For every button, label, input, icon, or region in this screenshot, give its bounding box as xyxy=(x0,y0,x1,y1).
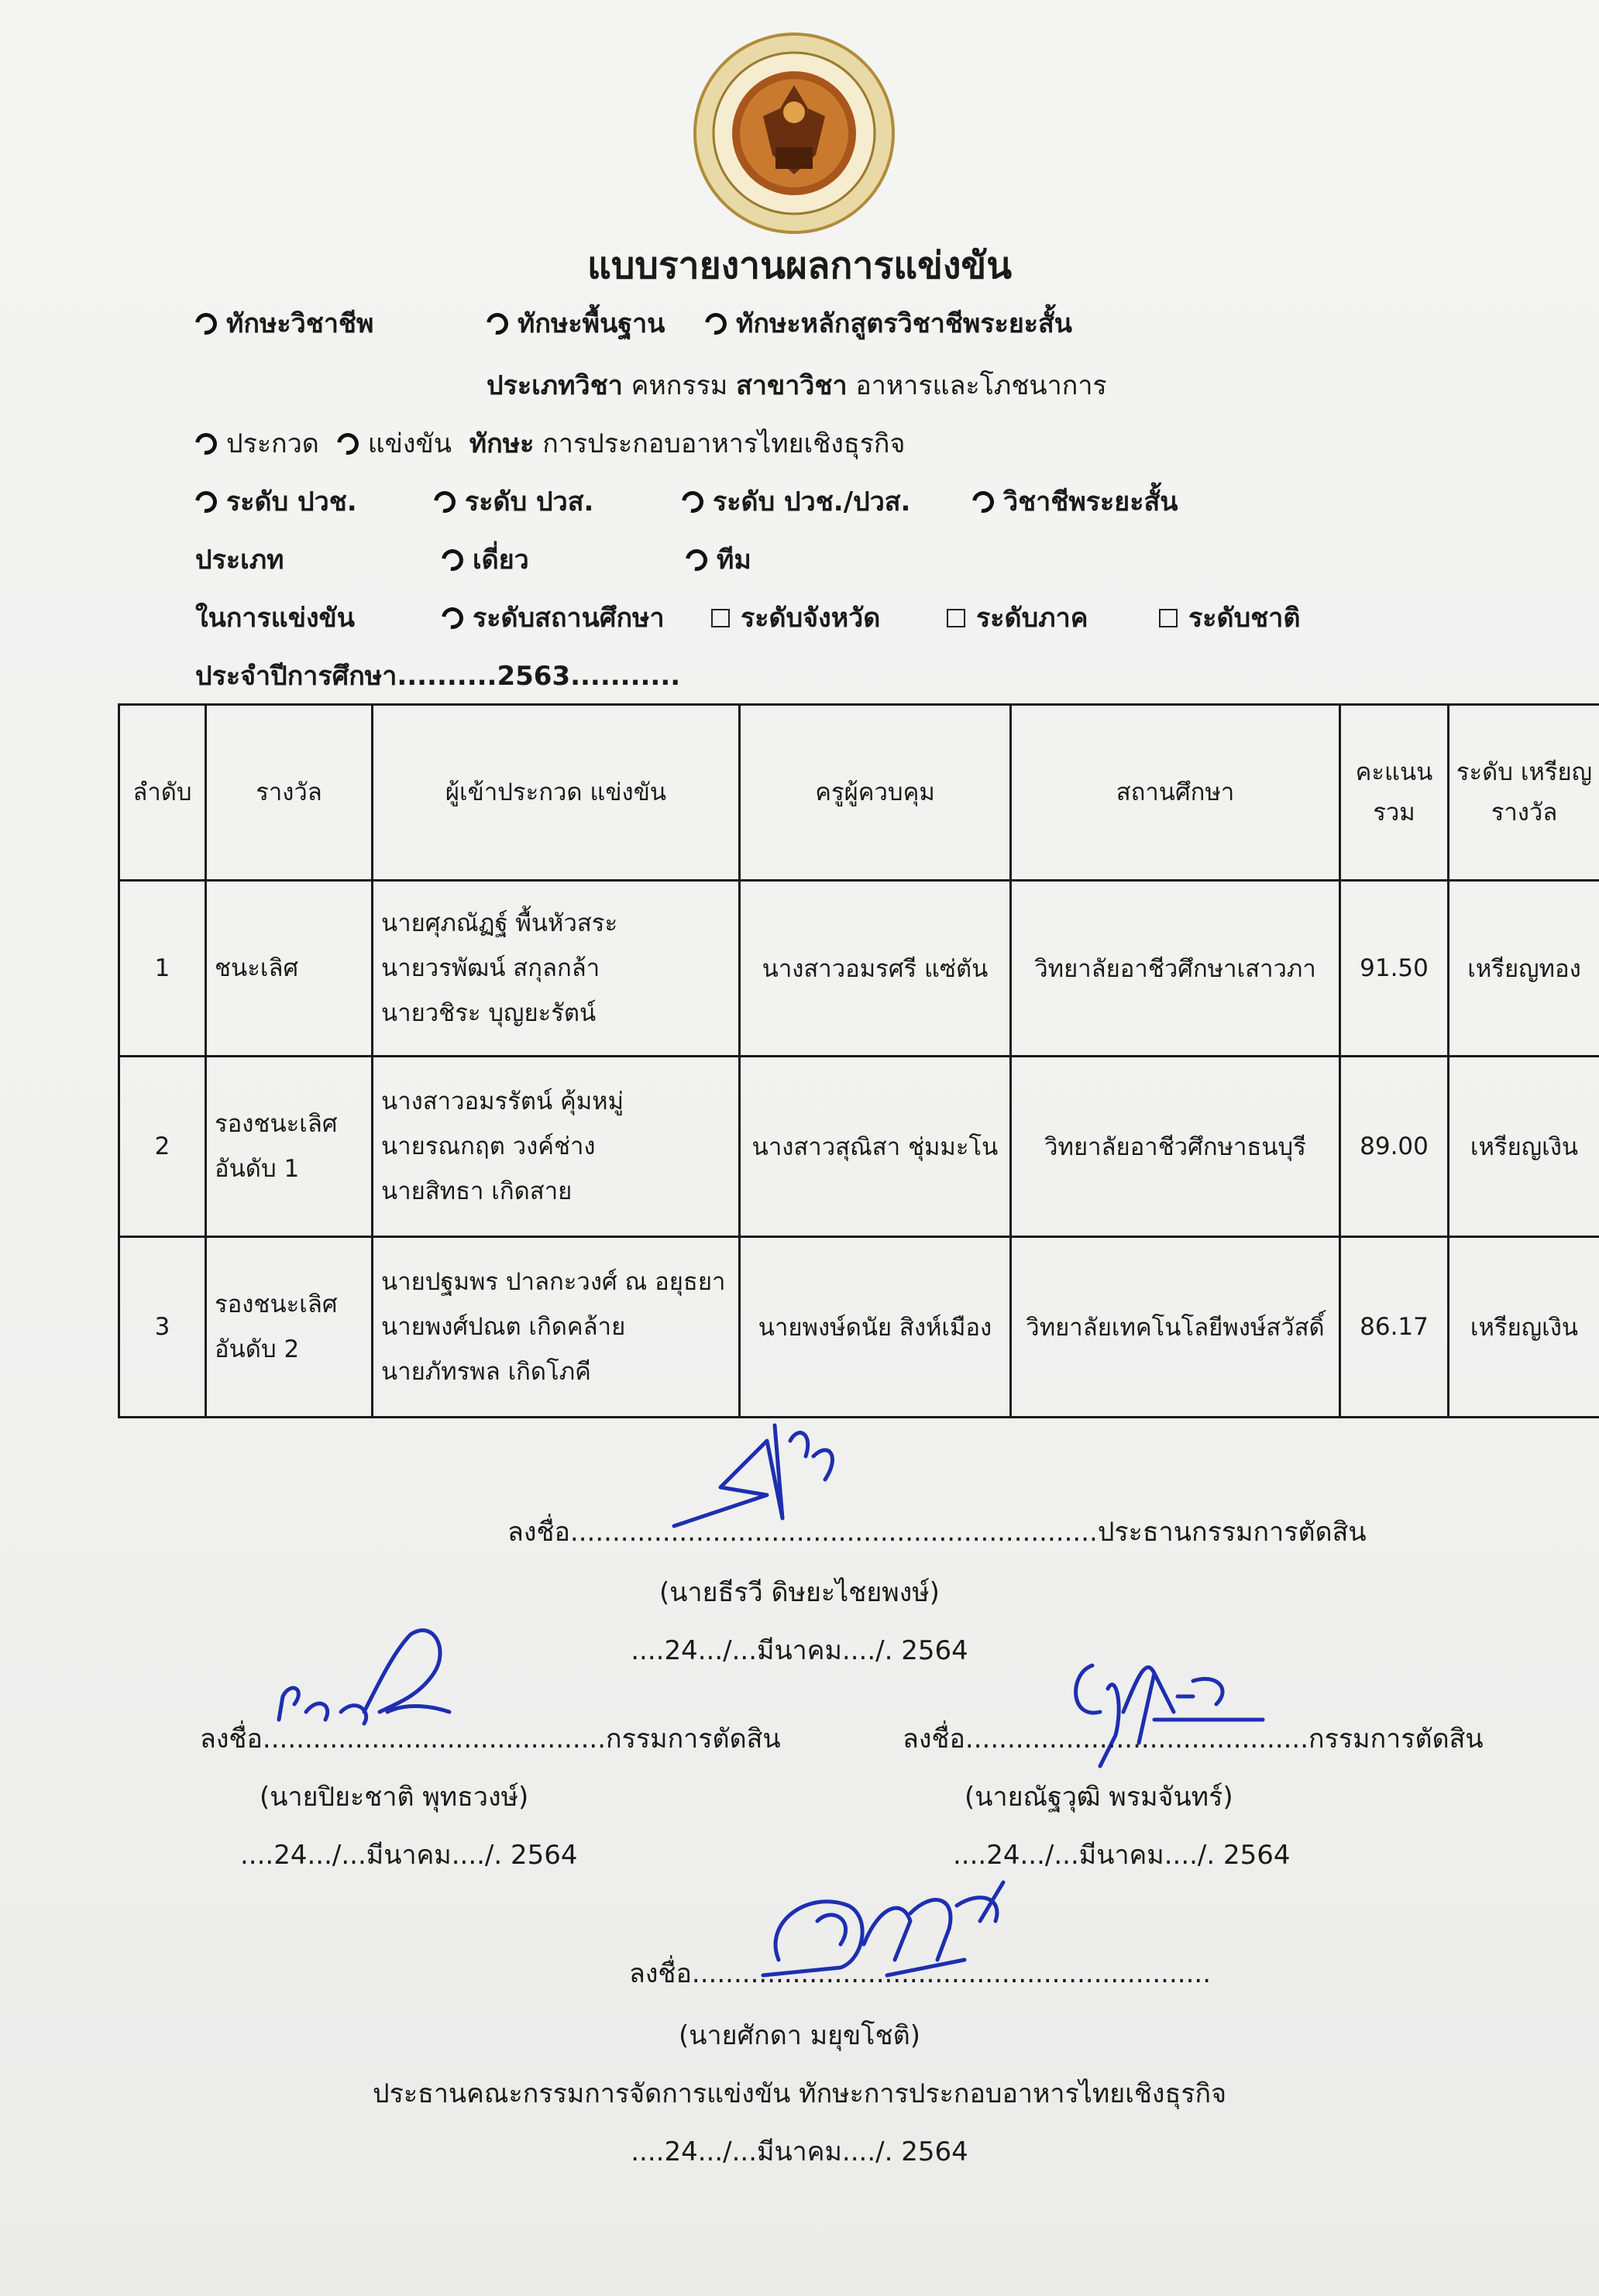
chair-name: (นายธีรวี ดิษยะไชยพงษ์) xyxy=(659,1577,940,1608)
header-teacher: ครูผู้ควบคุม xyxy=(740,705,1011,881)
table-row xyxy=(119,1057,1599,1237)
score-cell: 86.17 xyxy=(1340,1237,1449,1418)
header-score: คะแนน รวม xyxy=(1340,705,1449,881)
table-header-row xyxy=(119,705,1599,881)
award-cell: ชนะเลิศ xyxy=(206,881,373,1057)
organizer-signature-line: ลงชื่อ.............................................................. xyxy=(629,1958,1212,1989)
organizer-name: (นายศักดา มยุขโชติ) xyxy=(679,2020,920,2051)
chair-date: ....24.../...มีนาคม..../. 2564 xyxy=(631,1635,968,1666)
medal-cell: เหรียญเงิน xyxy=(1449,1057,1599,1237)
category-individual[interactable]: เดี่ยว xyxy=(442,538,529,580)
checkbox-icon xyxy=(947,609,965,627)
teacher-cell: นางสาวอมรศรี แซ่ตัน xyxy=(740,881,1011,1057)
contestants-cell: นายศุภณัฏฐ์ พื้นหัวสระ นายวรพัฒน์ สกุลกล้า นายวชิระ บุญยะรัตน์ xyxy=(373,881,740,1057)
teacher-cell: นางสาวสุณิสา ชุ่มมะโน xyxy=(740,1057,1011,1237)
academic-year: ประจำปีการศึกษา..........2563........... xyxy=(195,661,681,692)
judge-right-name: (นายณัฐวุฒิ พรมจันทร์) xyxy=(965,1782,1233,1813)
award-cell: รองชนะเลิศ อันดับ 2 xyxy=(206,1237,373,1418)
competition-level-label: ในการแข่งขัน xyxy=(195,603,356,634)
radio-icon xyxy=(682,545,712,576)
contest-line: ประกวด แข่งขัน ทักษะ การประกอบอาหารไทยเชิงธุรกิจ xyxy=(195,422,905,464)
association-seal-icon xyxy=(692,31,896,235)
contestants-cell: นายปฐมพร ปาลกะวงศ์ ณ อยุธยา นายพงศ์ปณต เกิดคล้าย นายภัทรพล เกิดโภคี xyxy=(373,1237,740,1418)
level-both[interactable]: ระดับ ปวช./ปวส. xyxy=(682,480,910,522)
header-contestants: ผู้เข้าประกวด แข่งขัน xyxy=(373,705,740,881)
teacher-cell: นายพงษ์ดนัย สิงห์เมือง xyxy=(740,1237,1011,1418)
school-cell: วิทยาลัยอาชีวศึกษาเสาวภา xyxy=(1011,881,1340,1057)
level-high-vocational-cert[interactable]: ระดับ ปวส. xyxy=(434,480,593,522)
radio-icon xyxy=(191,487,222,517)
rank-cell: 2 xyxy=(119,1057,206,1237)
level-vocational-cert[interactable]: ระดับ ปวช. xyxy=(195,480,357,522)
judge-right-date: ....24.../...มีนาคม..../. 2564 xyxy=(953,1840,1291,1871)
radio-icon[interactable] xyxy=(332,429,363,459)
rank-cell: 1 xyxy=(119,881,206,1057)
medal-cell: เหรียญเงิน xyxy=(1449,1237,1599,1418)
school-cell: วิทยาลัยเทคโนโลยีพงษ์สวัสดิ์ xyxy=(1011,1237,1340,1418)
school-cell: วิทยาลัยอาชีวศึกษาธนบุรี xyxy=(1011,1057,1340,1237)
header-award: รางวัล xyxy=(206,705,373,881)
chair-signature-line: ลงชื่อ...............................................................ประธานกรรมการตัดสิน xyxy=(507,1517,1367,1548)
organizer-date: ....24.../...มีนาคม..../. 2564 xyxy=(631,2136,968,2167)
checkbox-icon xyxy=(711,609,730,627)
score-cell: 91.50 xyxy=(1340,881,1449,1057)
header-medal: ระดับ เหรียญ รางวัล xyxy=(1449,705,1599,881)
score-cell: 89.00 xyxy=(1340,1057,1449,1237)
radio-icon xyxy=(678,487,708,517)
medal-cell: เหรียญทอง xyxy=(1449,881,1599,1057)
judge-left-signature-line: ลงชื่อ.........................................กรรมการตัดสิน xyxy=(200,1724,781,1755)
header-school: สถานศึกษา xyxy=(1011,705,1340,881)
judge-left-date: ....24.../...มีนาคม..../. 2564 xyxy=(240,1840,578,1871)
subject-line: ประเภทวิชา คหกรรม สาขาวิชา อาหารและโภชนาการ xyxy=(487,370,1107,401)
table-row xyxy=(119,881,1599,1057)
competition-level-region[interactable]: ระดับภาค xyxy=(947,596,1088,638)
radio-icon xyxy=(701,309,731,339)
handwritten-signature-judge-left xyxy=(248,1603,465,1735)
skill-type-short-course[interactable]: ทักษะหลักสูตรวิชาชีพระยะสั้น xyxy=(705,302,1072,344)
category-team[interactable]: ทีม xyxy=(686,538,751,580)
level-short-course[interactable]: วิชาชีพระยะสั้น xyxy=(972,480,1178,522)
contestants-cell: นางสาวอมรรัตน์ คุ้มหมู่ นายรณกฤต วงค์ช่าง นายสิทธา เกิดสาย xyxy=(373,1057,740,1237)
radio-icon xyxy=(968,487,999,517)
category-label: ประเภท xyxy=(195,545,284,576)
competition-level-national[interactable]: ระดับชาติ xyxy=(1159,596,1300,638)
rank-cell: 3 xyxy=(119,1237,206,1418)
radio-icon xyxy=(438,545,468,576)
radio-icon xyxy=(438,603,468,634)
skill-type-vocational[interactable]: ทักษะวิชาชีพ xyxy=(195,302,373,344)
judge-left-name: (นายปิยะชาติ พุทธวงษ์) xyxy=(260,1782,529,1813)
report-title: แบบรายงานผลการแข่งขัน xyxy=(586,244,1013,287)
header-rank: ลำดับ xyxy=(119,705,206,881)
radio-icon[interactable] xyxy=(191,429,222,459)
competition-level-province[interactable]: ระดับจังหวัด xyxy=(711,596,880,638)
judge-right-signature-line: ลงชื่อ.........................................กรรมการตัดสิน xyxy=(903,1724,1484,1755)
competition-level-school[interactable]: ระดับสถานศึกษา xyxy=(442,596,665,638)
table-row xyxy=(119,1237,1599,1418)
radio-icon xyxy=(483,309,513,339)
radio-icon xyxy=(430,487,460,517)
award-cell: รองชนะเลิศ อันดับ 1 xyxy=(206,1057,373,1237)
organizer-title: ประธานคณะกรรมการจัดการแข่งขัน ทักษะการประกอบอาหารไทยเชิงธุรกิจ xyxy=(372,2078,1227,2109)
checkbox-icon xyxy=(1159,609,1178,627)
results-table xyxy=(118,703,1599,1418)
skill-type-basic[interactable]: ทักษะพื้นฐาน xyxy=(487,302,665,344)
radio-icon xyxy=(191,309,222,339)
